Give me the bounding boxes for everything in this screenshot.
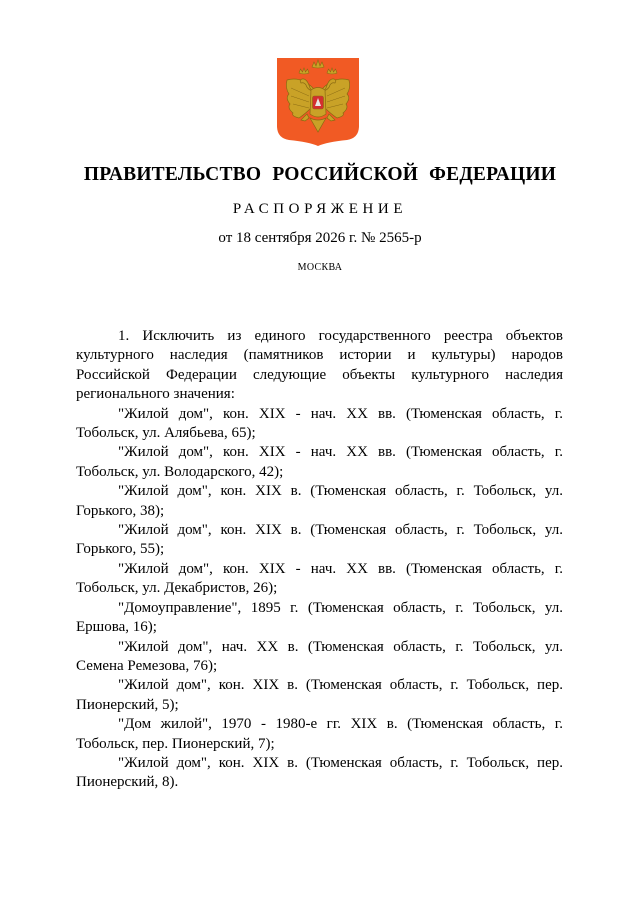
list-item: "Жилой дом", кон. XIX в. (Тюменская область, г. Тобольск, пер. Пионерский, 5);	[76, 677, 563, 713]
document-body	[76, 327, 563, 793]
list-item: "Жилой дом", кон. XIX в. (Тюменская область, г. Тобольск, ул. Горького, 38);	[76, 483, 563, 519]
list-item: "Жилой дом", нач. XX в. (Тюменская область, г. Тобольск, ул. Семена Ремезова, 76);	[76, 638, 563, 674]
list-item: "Жилой дом", кон. XIX в. (Тюменская область, г. Тобольск, ул. Горького, 55);	[76, 522, 563, 558]
list-item: "Жилой дом", кон. XIX - нач. XX вв. (Тюменская область, г. Тобольск, ул. Декабристов, 26);	[76, 560, 563, 597]
document-city: МОСКВА	[297, 262, 343, 273]
document-type: РАСПОРЯЖЕНИЕ	[232, 201, 408, 217]
list-item: "Жилой дом", кон. XIX - нач. XX вв. (Тюменская область, г. Тобольск, ул. Алябьева, 65);	[76, 405, 563, 442]
russian-coat-of-arms-icon	[277, 58, 359, 146]
list-item: "Жилой дом", кон. XIX - нач. XX вв. (Тюменская область, г. Тобольск, ул. Володарского, 42);	[76, 444, 563, 480]
government-title: ПРАВИТЕЛЬСТВО РОССИЙСКОЙ ФЕДЕРАЦИИ	[83, 164, 557, 185]
list-item: "Жилой дом", кон. XIX в. (Тюменская область, г. Тобольск, пер. Пионерский, 8).	[76, 754, 563, 791]
list-item: "Дом жилой", 1970 - 1980-е гг. XIX в. (Тюменская область, г. Тобольск, пер. Пионерский, 7);	[76, 716, 563, 752]
list-item: "Домоуправление", 1895 г. (Тюменская область, г. Тобольск, ул. Ершова, 16);	[76, 599, 563, 636]
paragraph-intro: 1. Исключить из единого государственного реестра объектов культурного наследия (памятников истории и культуры) народов Российской Федерации следующие объекты культурного наследия регионального значения:	[76, 328, 563, 403]
document-date-number: от 18 сентября 2026 г. № 2565-р	[218, 230, 422, 246]
